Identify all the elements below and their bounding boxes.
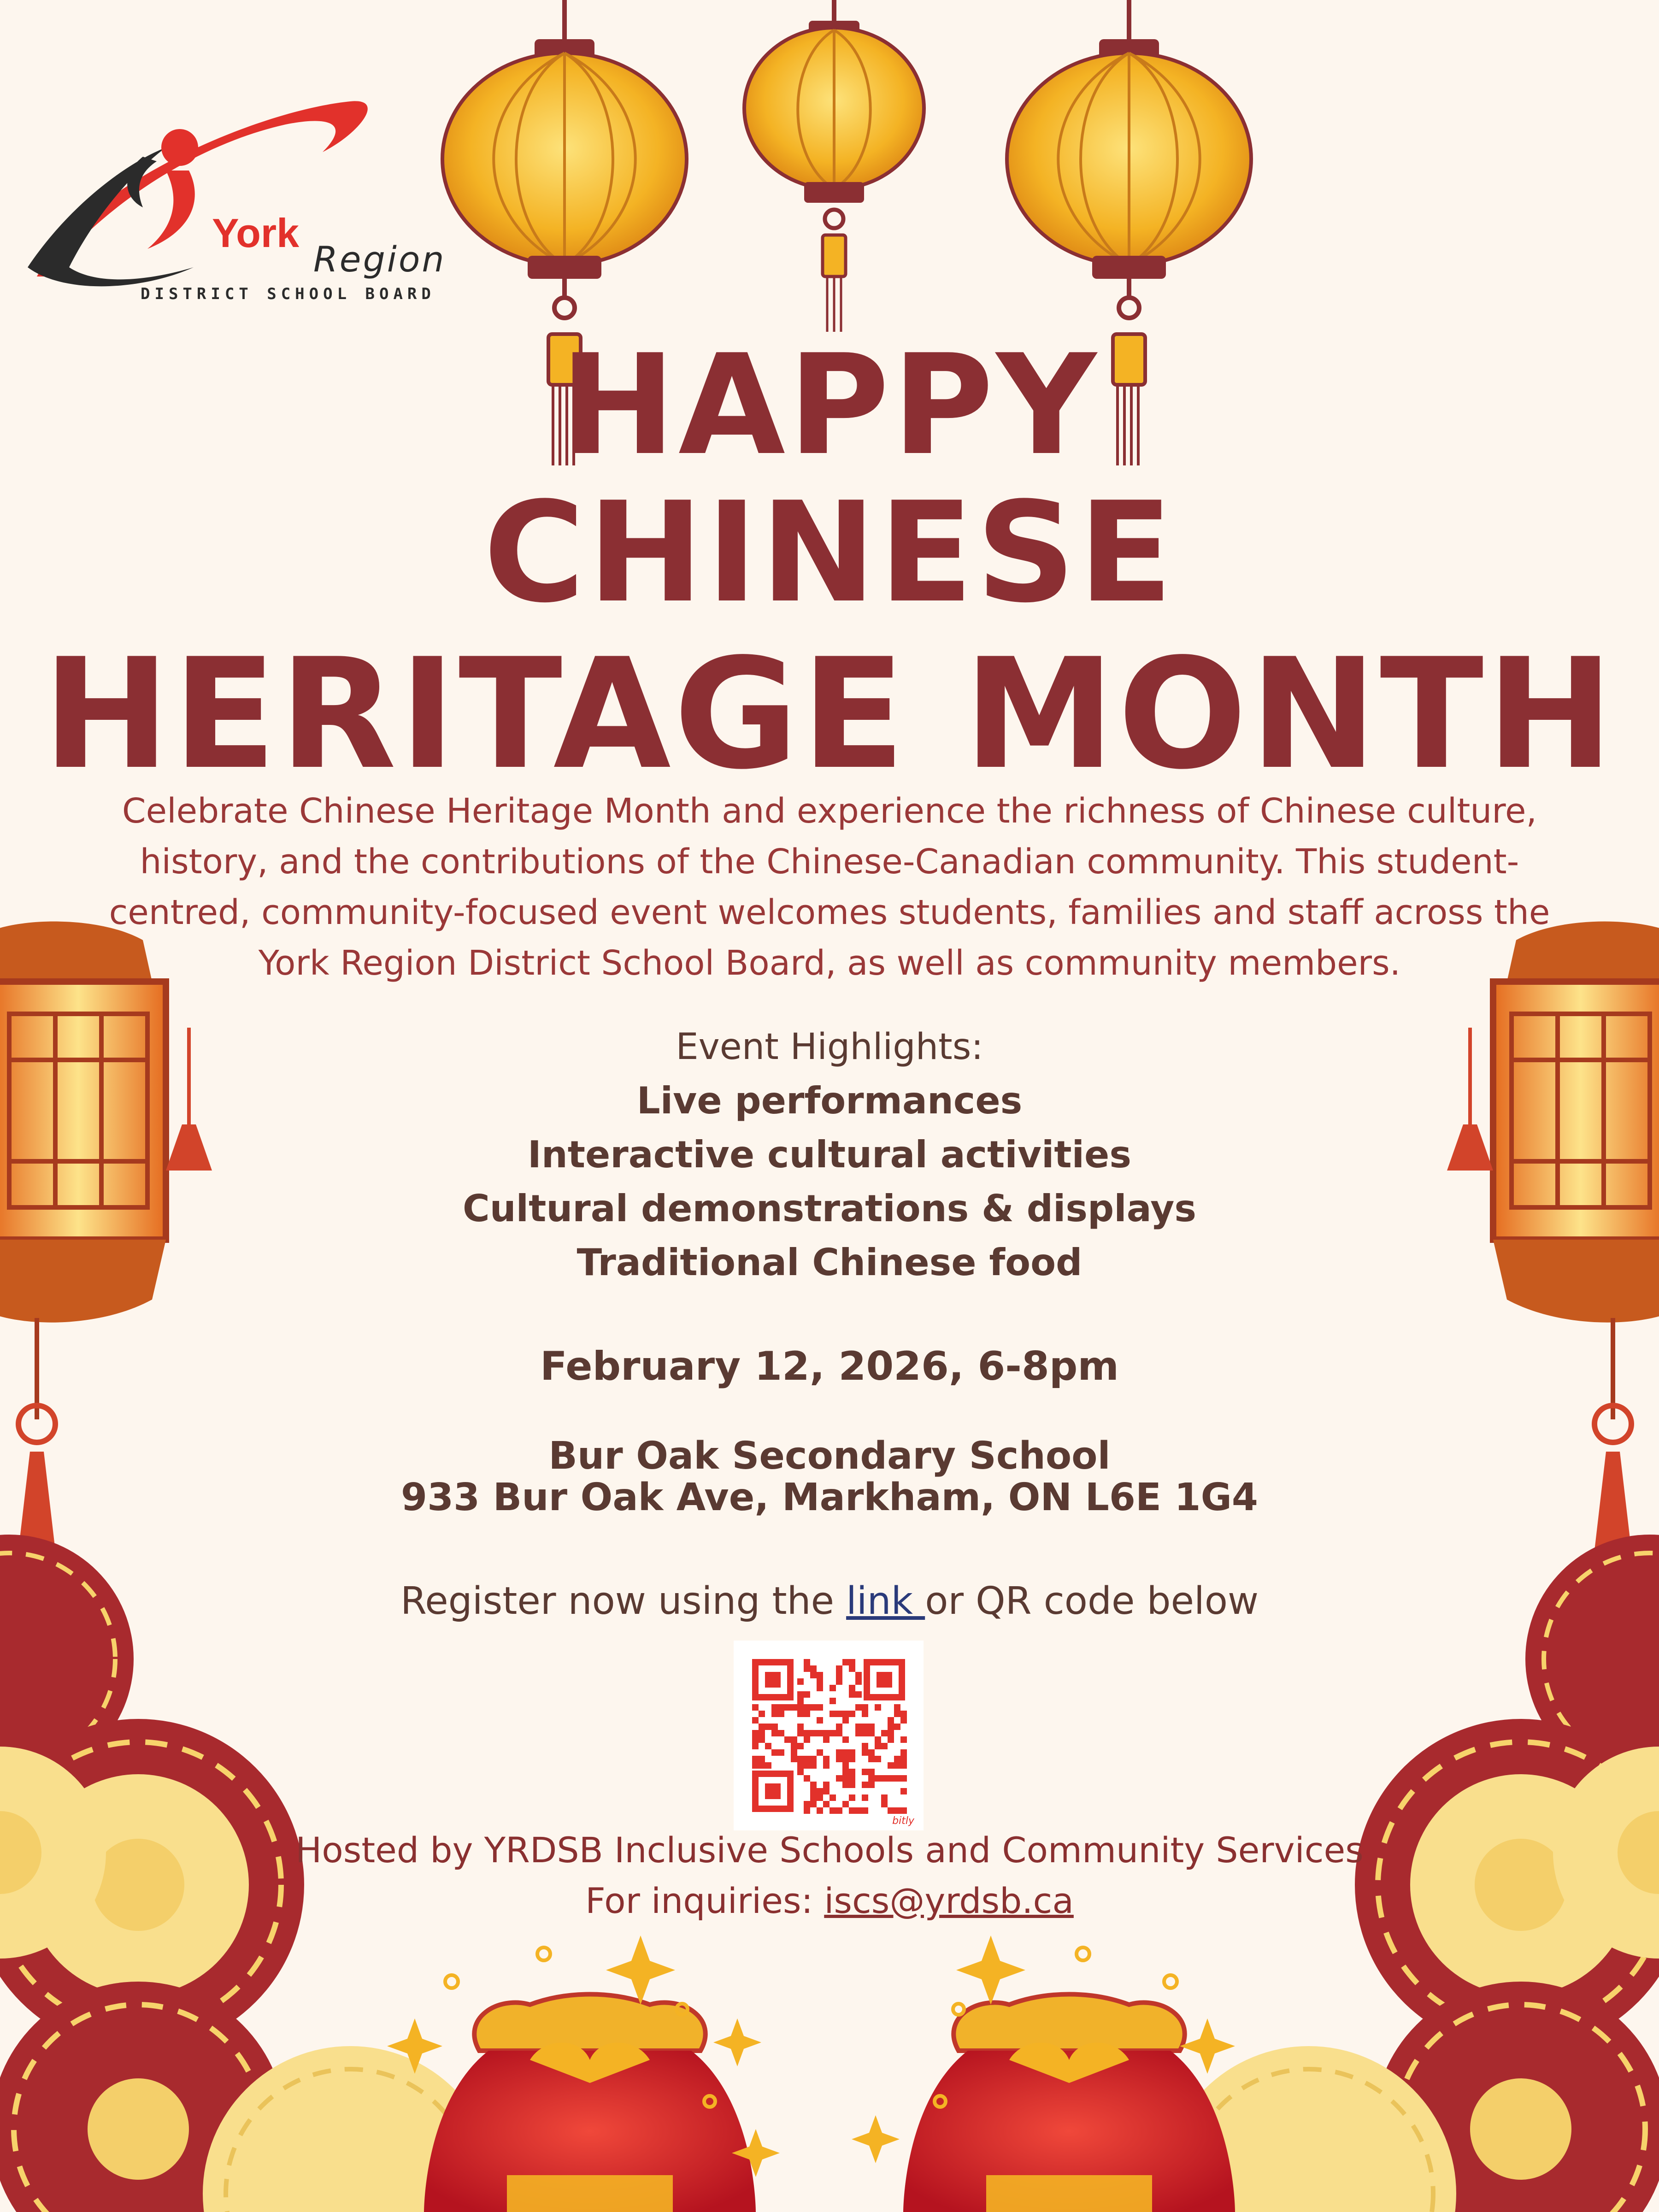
qr-module (842, 1736, 849, 1743)
qr-module (900, 1762, 907, 1769)
qr-module (855, 1691, 862, 1698)
qr-module (759, 1756, 765, 1762)
qr-module (810, 1704, 817, 1711)
qr-module (862, 1794, 868, 1801)
qr-module (830, 1711, 836, 1717)
qr-module (849, 1782, 855, 1788)
qr-module (849, 1659, 855, 1665)
highlight-item: Live performances (636, 1079, 1023, 1122)
qr-module (842, 1775, 849, 1782)
qr-module (778, 1730, 784, 1736)
qr-module (804, 1762, 810, 1769)
qr-module (759, 1724, 765, 1730)
qr-module (817, 1678, 823, 1685)
qr-module (842, 1756, 849, 1762)
qr-module (900, 1756, 907, 1762)
qr-module (875, 1736, 881, 1743)
qr-module (888, 1736, 894, 1743)
qr-module (842, 1659, 849, 1665)
qr-module (791, 1756, 797, 1762)
qr-module (797, 1704, 804, 1711)
qr-module (875, 1775, 881, 1782)
qr-module (855, 1672, 862, 1678)
qr-module (817, 1749, 823, 1756)
qr-module (862, 1743, 868, 1749)
register-text-before: Register now using the (400, 1579, 847, 1623)
qr-module (888, 1762, 894, 1769)
qr-module (810, 1672, 817, 1678)
qr-module (855, 1807, 862, 1814)
qr-module (900, 1807, 907, 1814)
qr-module (804, 1711, 810, 1717)
qr-module (849, 1794, 855, 1801)
qr-module (810, 1762, 817, 1769)
qr-module (830, 1794, 836, 1801)
qr-module (797, 1762, 804, 1769)
qr-module (797, 1756, 804, 1762)
qr-module (868, 1724, 875, 1730)
qr-module (797, 1691, 804, 1698)
qr-module (849, 1769, 855, 1775)
qr-module (804, 1691, 810, 1698)
title-line-2: CHINESE (483, 472, 1176, 633)
qr-module (817, 1704, 823, 1711)
qr-module (810, 1782, 817, 1788)
qr-module (804, 1807, 810, 1814)
qr-module (823, 1801, 830, 1807)
qr-module (784, 1736, 791, 1743)
highlights-heading: Event Highlights: (676, 1026, 983, 1068)
qr-module (804, 1775, 810, 1782)
qr-module (830, 1807, 836, 1814)
qr-module (823, 1788, 830, 1794)
qr-module (810, 1801, 817, 1807)
qr-module (804, 1730, 810, 1736)
qr-module (836, 1672, 842, 1678)
venue-address: 933 Bur Oak Ave, Markham, ON L6E 1G4 (401, 1476, 1258, 1519)
qr-module (797, 1698, 804, 1704)
qr-code-icon (734, 1641, 924, 1830)
qr-module (804, 1665, 810, 1672)
qr-module (823, 1756, 830, 1762)
qr-module (778, 1704, 784, 1711)
qr-module (894, 1762, 900, 1769)
qr-module (842, 1717, 849, 1724)
qr-module (804, 1801, 810, 1807)
qr-module (830, 1698, 836, 1704)
qr-module (862, 1749, 868, 1756)
qr-module (868, 1730, 875, 1736)
qr-module (810, 1794, 817, 1801)
qr-module (855, 1730, 862, 1736)
qr-module (849, 1807, 855, 1814)
qr-module (797, 1711, 804, 1717)
qr-module (894, 1775, 900, 1782)
logo-board-text: DISTRICT SCHOOL BOARD (141, 285, 435, 303)
title-line-1: HAPPY (559, 325, 1100, 486)
inquiries-label: For inquiries: (585, 1880, 824, 1921)
qr-module (868, 1756, 875, 1762)
qr-module (862, 1711, 868, 1717)
qr-module (881, 1801, 888, 1807)
qr-module (771, 1704, 778, 1711)
qr-module (836, 1807, 842, 1814)
qr-module (810, 1730, 817, 1736)
qr-module (797, 1678, 804, 1685)
qr-module (752, 1736, 759, 1743)
qr-module (862, 1730, 868, 1736)
qr-module (823, 1730, 830, 1736)
qr-module (771, 1711, 778, 1717)
qr-module (881, 1743, 888, 1749)
qr-module (849, 1756, 855, 1762)
qr-module (817, 1794, 823, 1801)
qr-module (771, 1730, 778, 1736)
qr-module (778, 1711, 784, 1717)
inquiries-line (0, 1876, 1659, 1926)
qr-module (759, 1730, 765, 1736)
qr-module (836, 1730, 842, 1736)
qr-module (752, 1730, 759, 1736)
qr-module (791, 1736, 797, 1743)
qr-module (771, 1724, 778, 1730)
qr-code[interactable] (734, 1641, 924, 1830)
qr-module (817, 1788, 823, 1794)
qr-module (900, 1717, 907, 1724)
qr-module (881, 1730, 888, 1736)
qr-module (804, 1704, 810, 1711)
qr-module (855, 1678, 862, 1685)
register-line (0, 1576, 1659, 1627)
qr-module (765, 1762, 771, 1769)
qr-module (836, 1711, 842, 1717)
qr-module (797, 1769, 804, 1775)
yrdsb-logo (28, 92, 456, 309)
qr-module (823, 1736, 830, 1743)
round-lantern-center-icon (744, 0, 924, 332)
qr-module (855, 1724, 862, 1730)
qr-module (900, 1775, 907, 1782)
qr-module (804, 1756, 810, 1762)
qr-module (778, 1749, 784, 1756)
register-link[interactable]: link (846, 1579, 925, 1623)
qr-module (888, 1717, 894, 1724)
qr-module (862, 1724, 868, 1730)
qr-module (868, 1769, 875, 1775)
qr-module (817, 1807, 823, 1814)
qr-module (894, 1704, 900, 1711)
qr-module (830, 1730, 836, 1736)
qr-module (759, 1762, 765, 1769)
qr-module (830, 1685, 836, 1691)
qr-module (849, 1685, 855, 1691)
qr-module (797, 1724, 804, 1730)
qr-module (849, 1775, 855, 1782)
qr-module (894, 1807, 900, 1814)
venue-name: Bur Oak Secondary School (548, 1434, 1111, 1478)
qr-module (823, 1762, 830, 1769)
qr-module (765, 1724, 771, 1730)
title-line-3: HERITAGE MONTH (42, 626, 1617, 803)
qr-module (804, 1659, 810, 1665)
qr-module (797, 1743, 804, 1749)
qr-module (900, 1788, 907, 1794)
qr-module (900, 1736, 907, 1743)
qr-module (784, 1704, 791, 1711)
qr-module (894, 1711, 900, 1717)
qr-module (842, 1762, 849, 1769)
qr-module (752, 1717, 759, 1724)
qr-module (875, 1704, 881, 1711)
qr-module (849, 1691, 855, 1698)
qr-module (810, 1665, 817, 1672)
qr-module (836, 1665, 842, 1672)
qr-module (894, 1724, 900, 1730)
qr-module (888, 1730, 894, 1736)
qr-module (765, 1743, 771, 1749)
qr-module (842, 1749, 849, 1756)
qr-module (752, 1704, 759, 1711)
qr-module (791, 1743, 797, 1749)
event-date: February 12, 2026, 6-8pm (540, 1343, 1119, 1389)
qr-module (855, 1704, 862, 1711)
qr-module (836, 1756, 842, 1762)
qr-module (817, 1730, 823, 1736)
qr-module (817, 1685, 823, 1691)
qr-module (759, 1736, 765, 1743)
qr-module (836, 1775, 842, 1782)
qr-module (868, 1782, 875, 1788)
qr-module (875, 1743, 881, 1749)
qr-module (810, 1788, 817, 1794)
qr-module (842, 1782, 849, 1788)
qr-module (771, 1749, 778, 1756)
qr-module (875, 1756, 881, 1762)
hosted-by: Hosted by YRDSB Inclusive Schools and Community Services (295, 1830, 1364, 1871)
lucky-bag-right-icon (903, 1994, 1235, 2212)
qr-module (862, 1807, 868, 1814)
qr-module (888, 1724, 894, 1730)
qr-module (900, 1711, 907, 1717)
qr-module (752, 1762, 759, 1769)
highlight-item: Cultural demonstrations & displays (462, 1187, 1197, 1230)
qr-module (842, 1711, 849, 1717)
qr-module (900, 1749, 907, 1756)
highlight-item: Interactive cultural activities (528, 1133, 1131, 1176)
qr-module (842, 1801, 849, 1807)
qr-module (849, 1711, 855, 1717)
intro-paragraph: Celebrate Chinese Heritage Month and experience the richness of Chinese culture, history, and the contributions of the Chinese-Canadian community. This student-centred, community-focused event welcomes students, families and staff across the York Region District School Board, as well as community members. (109, 791, 1550, 983)
logo-york-text: York (212, 210, 300, 256)
qr-module (759, 1711, 765, 1717)
qr-module (881, 1775, 888, 1782)
qr-module (862, 1704, 868, 1711)
qr-module (888, 1775, 894, 1782)
qr-module (894, 1756, 900, 1762)
qr-module (849, 1749, 855, 1756)
inquiries-email-link[interactable]: iscs@yrdsb.ca (824, 1880, 1074, 1921)
qr-module (836, 1678, 842, 1685)
qr-module (823, 1782, 830, 1788)
qr-module (752, 1756, 759, 1762)
qr-module (804, 1736, 810, 1743)
qr-module (797, 1730, 804, 1736)
qr-module (810, 1756, 817, 1762)
qr-module (881, 1794, 888, 1801)
logo-region-text: Region (313, 239, 446, 280)
qr-module (842, 1769, 849, 1775)
qr-module (862, 1782, 868, 1788)
qr-tag: bitly (892, 1815, 914, 1827)
register-text-after: or QR code below (925, 1579, 1259, 1623)
qr-module (868, 1775, 875, 1782)
qr-module (817, 1717, 823, 1724)
qr-module (836, 1724, 842, 1730)
qr-module (836, 1749, 842, 1756)
qr-module (817, 1672, 823, 1678)
qr-module (849, 1665, 855, 1672)
qr-module (862, 1769, 868, 1775)
highlight-item: Traditional Chinese food (577, 1241, 1082, 1284)
qr-module (791, 1704, 797, 1711)
qr-module (752, 1743, 759, 1749)
qr-module (791, 1749, 797, 1756)
qr-module (868, 1749, 875, 1756)
qr-module (888, 1807, 894, 1814)
